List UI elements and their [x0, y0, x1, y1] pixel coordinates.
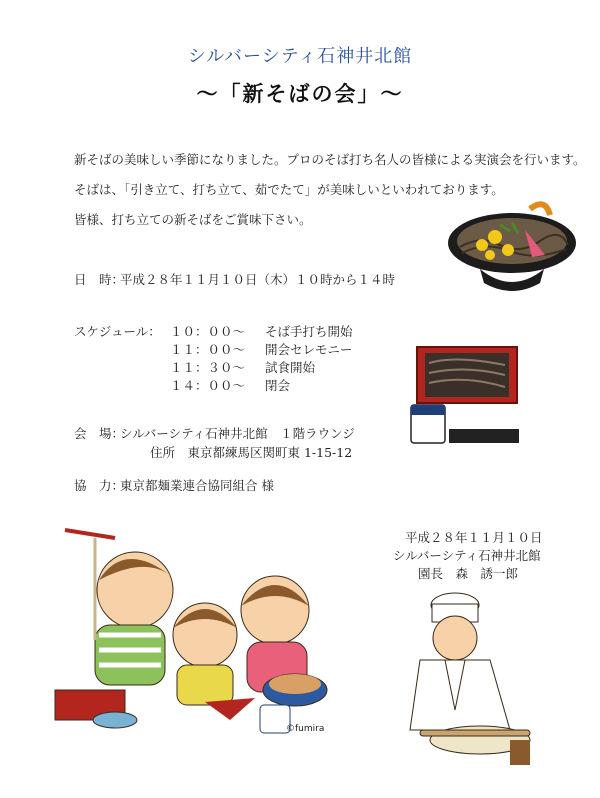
schedule-time: １１：００～	[170, 342, 246, 357]
venue-label: 会 場：	[74, 426, 125, 441]
children-eating-illustration	[55, 520, 355, 740]
signature-org: シルバーシティ石神井北館	[393, 548, 541, 563]
datetime-label: 日 時：	[74, 272, 125, 287]
schedule-event: 閉会	[265, 378, 291, 393]
soba-box-illustration	[405, 345, 525, 455]
signature-director: 園長 森 誘一郎	[418, 566, 519, 581]
illustration-credit: ©fumira	[286, 724, 325, 734]
intro-line-2: そばは、「引き立て、打ち立て、茹でたて」が美味しいといわれております。	[74, 182, 504, 197]
schedule-event: 試食開始	[265, 360, 316, 375]
page-title: シルバーシティ石神井北館	[187, 46, 413, 67]
schedule-time: １４：００～	[170, 378, 246, 393]
intro-line-3: 皆様、打ち立ての新そばをご賞味下さい。	[74, 212, 312, 227]
intro-line-1: 新そばの美味しい季節になりました。プロのそば打ち名人の皆様による実演会を行います。	[74, 152, 586, 167]
signature-date: 平成２８年１１月１０日	[405, 530, 543, 545]
schedule-time: １１：３０～	[170, 360, 246, 375]
cooperation-value: 東京都麺業連合協同組合 様	[120, 478, 274, 493]
schedule-event: そば手打ち開始	[265, 324, 353, 339]
soba-bowl-illustration	[440, 195, 590, 305]
event-subtitle: ～「新そばの会」～	[196, 81, 404, 106]
schedule-event: 開会セレモニー	[265, 342, 353, 357]
soba-chef-illustration	[400, 590, 530, 765]
schedule-time: １０：００～	[170, 324, 246, 339]
datetime-value: 平成２８年１１月１０日（木）１０時から１４時	[120, 272, 396, 287]
venue-address: 住所 東京都練馬区関町東 1-15-12	[150, 445, 353, 460]
venue-value: シルバーシティ石神井北館 １階ラウンジ	[120, 426, 355, 441]
schedule-label: スケジュール：	[74, 324, 161, 339]
cooperation-label: 協 力：	[74, 478, 125, 493]
